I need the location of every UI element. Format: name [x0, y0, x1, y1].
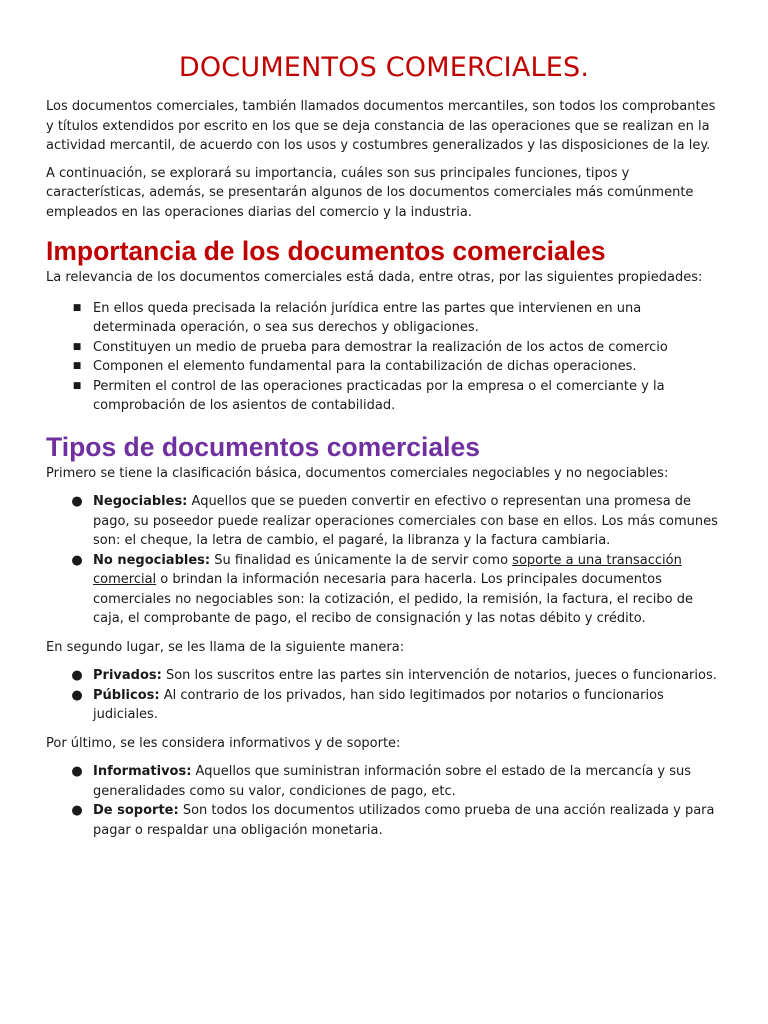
segundo-lugar-lead: En segundo lugar, se les llama de la siguiente manera:	[46, 639, 405, 655]
no-negociables-text-before: Su finalidad es únicamente la de servir como	[210, 552, 513, 568]
list-item-text: Constituyen un medio de prueba para demostrar la realización de los actos de comercio	[93, 339, 668, 355]
round-bullet-icon: ●	[71, 687, 83, 703]
round-bullet-icon: ●	[71, 552, 83, 568]
list-item-negociables	[46, 492, 722, 551]
tipos-informativos-soporte-list	[46, 762, 722, 840]
term-publicos: Públicos:	[93, 687, 160, 703]
list-item	[46, 357, 722, 377]
square-bullet-icon: ■	[72, 302, 82, 313]
term-soporte: De soporte:	[93, 803, 179, 818]
negociables-text: Aquellos que se pueden convertir en efectivo o representan una promesa de pago, su poseedor puede realizar operaciones comerciales con base en ellos. Los más comunes son: el cheque, la letra de cambio, el pagaré, la libranza y la factura cambiaria.	[93, 494, 718, 548]
round-bullet-icon: ●	[71, 494, 83, 509]
term-no-negociables: No negociables:	[93, 552, 211, 568]
list-item-privados	[46, 666, 722, 686]
list-item-text: Componen el elemento fundamental para la contabilización de dichas operaciones.	[93, 359, 637, 374]
term-privados: Privados:	[93, 668, 162, 683]
round-bullet-icon: ●	[71, 764, 83, 779]
heading-importancia: Importancia de los documentos comerciales	[46, 236, 606, 266]
list-item	[46, 377, 722, 416]
square-bullet-icon: ■	[72, 341, 82, 352]
term-negociables: Negociables:	[93, 494, 188, 509]
tipos-negociables-list	[46, 492, 722, 629]
list-item-publicos	[46, 686, 722, 725]
soporte-transaccion-link[interactable]: soporte a una transacción comercial	[93, 552, 682, 587]
term-informativos: Informativos:	[93, 764, 192, 779]
intro-paragraph-1: Los documentos comerciales, también llamados documentos mercantiles, son todos los comprobantes y títulos extendidos por escrito en los que se deja constancia de las operaciones que se realizan en la actividad mercantil, de acuerdo con los usos y costumbres generalizados y las disposiciones de la ley.	[46, 99, 716, 153]
no-negociables-text-after: o brindan la información necesaria para hacerla. Los principales documentos comerciales no negociables son: la cotización, el pedido, la remisión, la factura, el recibo de caja, el comprobante de pago, el recibo de consignación y las notas débito y crédito.	[93, 572, 693, 626]
publicos-text: Al contrario de los privados, han sido legitimados por notarios o funcionarios judiciales.	[93, 687, 664, 722]
list-item-soporte	[46, 801, 722, 840]
importancia-lead: La relevancia de los documentos comerciales está dada, entre otras, por las siguientes propiedades:	[46, 270, 703, 285]
document-title: DOCUMENTOS COMERCIALES.	[178, 52, 590, 83]
tipos-privados-publicos-list	[46, 666, 722, 725]
ultimo-lead: Por último, se les considera informativos y de soporte:	[46, 735, 401, 751]
soporte-text: Son todos los documentos utilizados como prueba de una acción realizada y para pagar o respaldar una obligación monetaria.	[93, 803, 715, 838]
list-item-informativos	[46, 762, 722, 801]
round-bullet-icon: ●	[71, 668, 83, 683]
list-item-text: En ellos queda precisada la relación jurídica entre las partes que intervienen en una determinada operación, o sea sus derechos y obligaciones.	[93, 300, 642, 335]
importancia-list	[46, 299, 722, 416]
list-item	[46, 299, 722, 338]
square-bullet-icon: ■	[72, 380, 82, 391]
heading-tipos: Tipos de documentos comerciales	[46, 431, 480, 462]
informativos-text: Aquellos que suministran información sobre el estado de la mercancía y sus generalidades como su valor, condiciones de pago, etc.	[93, 764, 692, 799]
list-item	[46, 338, 722, 358]
square-bullet-icon: ■	[72, 361, 82, 371]
list-item-no-negociables	[46, 551, 722, 629]
tipos-lead: Primero se tiene la clasificación básica, documentos comerciales negociables y no negociables:	[46, 465, 669, 481]
list-item-text: Permiten el control de las operaciones practicadas por la empresa o el comerciante y la comprobación de los asientos de contabilidad.	[93, 378, 665, 413]
privados-text: Son los suscritos entre las partes sin intervención de notarios, jueces o funcionarios.	[161, 668, 717, 683]
document-body	[0, 97, 768, 840]
intro-paragraph-2: A continuación, se explorará su importancia, cuáles son sus principales funciones, tipos y características, además, se presentarán algunos de los documentos comerciales más comúnmente empleados en las operaciones diarias del comercio y la industria.	[46, 165, 694, 220]
round-bullet-icon: ●	[71, 803, 83, 818]
